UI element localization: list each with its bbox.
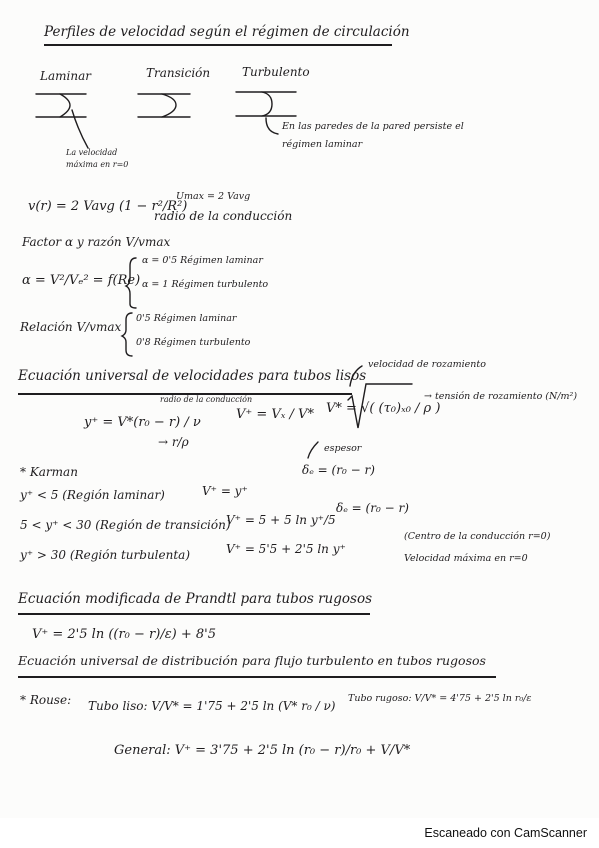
ratio-case-laminar: 0'5 Régimen laminar	[136, 313, 237, 324]
ratio-case-turbulent: 0'8 Régimen turbulento	[136, 337, 251, 348]
thickness-arrow	[308, 442, 318, 458]
turbulent-note-1: En las paredes de la pared persiste el	[282, 121, 464, 132]
tension-note: → tensión de rozamiento (N/m²)	[424, 391, 578, 402]
prandtl-equation: V⁺ = 2'5 ln ((r₀ − r)/ε) + 8'5	[32, 627, 217, 642]
universal-heading: Ecuación universal de velocidades para tubos lisos	[18, 368, 367, 384]
alpha-case-laminar: α = 0'5 Régimen laminar	[142, 255, 263, 266]
laminar-label: Laminar	[40, 69, 91, 83]
umax-equation: Umax = 2 Vavg	[176, 191, 251, 202]
laminar-arrow	[72, 110, 88, 148]
turbulent-profile	[262, 92, 272, 116]
turbulent-note-2: régimen laminar	[282, 139, 363, 150]
alpha-case-turbulent: α = 1 Régimen turbulento	[142, 279, 269, 290]
ratio-label: Relación V/vmax	[20, 320, 122, 334]
turbulent-label: Turbulento	[242, 65, 310, 79]
rho-note: → r/ρ	[158, 435, 189, 449]
vplus-equation: V⁺ = Vₓ / V*	[236, 407, 314, 422]
distribution-heading: Ecuación universal de distribución para flujo turbulento en tubos rugosos	[18, 653, 486, 668]
laminar-note-2: máxima en r=0	[66, 160, 129, 169]
karman-eq-transition: V⁺ = 5 + 5 ln y⁺/5	[226, 513, 336, 527]
distribution-underline	[18, 676, 496, 678]
velocity-equation: v(r) = 2 Vavg (1 − r²/R²)	[28, 199, 188, 214]
karman-max-note: Velocidad máxima en r=0	[404, 553, 528, 564]
radius-note: radio de la conducción	[154, 209, 293, 223]
yplus-note: radio de la conducción	[160, 395, 253, 404]
karman-region-laminar: y⁺ < 5 (Región laminar)	[20, 488, 165, 502]
transition-profile	[162, 94, 176, 117]
turbulent-arrow	[266, 118, 278, 134]
karman-region-turbulent: y⁺ > 30 (Región turbulenta)	[20, 548, 191, 562]
ratio-brace	[122, 313, 132, 356]
karman-heading: * Karman	[20, 465, 78, 479]
camscanner-footer: Escaneado con CamScanner	[424, 826, 587, 840]
vstar-note: velocidad de rozamiento	[368, 359, 486, 370]
prandtl-heading: Ecuación modificada de Prandtl para tubos rugosos	[18, 591, 373, 607]
rouse-label: * Rouse:	[20, 693, 72, 707]
rough-tube-equation: Tubo rugoso: V/V* = 4'75 + 2'5 ln r₀/ε	[348, 693, 532, 704]
laminar-note-1: La velocidad	[66, 148, 118, 157]
general-equation: General: V⁺ = 3'75 + 2'5 ln (r₀ − r)/r₀ + V/V*	[114, 743, 411, 758]
transition-label: Transición	[146, 66, 211, 80]
karman-eq-laminar: V⁺ = y⁺	[202, 484, 248, 498]
vstar-equation: V* = √( (τ₀)ₓ₀ / ρ )	[326, 401, 441, 416]
smooth-tube-equation: Tubo liso: V/V* = 1'75 + 2'5 ln (V* r₀ / ν)	[88, 699, 336, 713]
prandtl-underline	[18, 613, 370, 615]
laminar-parabola	[60, 94, 70, 117]
karman-eq-turbulent: V⁺ = 5'5 + 2'5 ln y⁺	[226, 542, 346, 556]
karman-region-transition: 5 < y⁺ < 30 (Región de transición)	[20, 518, 231, 532]
alpha-formula: α = V²/Vₑ² = f(Re)	[22, 273, 141, 288]
alpha-heading: Factor α y razón V/vmax	[22, 235, 171, 249]
page-title: Perfiles de velocidad según el régimen de circulación	[44, 24, 410, 40]
karman-center-note: (Centro de la conducción r=0)	[404, 531, 551, 542]
karman-delta: δₑ = (r₀ − r)	[336, 501, 409, 515]
yplus-equation: y⁺ = V*(r₀ − r) / ν	[84, 415, 201, 430]
thickness-note: espesor	[324, 443, 362, 454]
delta-e-equation: δₑ = (r₀ − r)	[302, 463, 375, 477]
